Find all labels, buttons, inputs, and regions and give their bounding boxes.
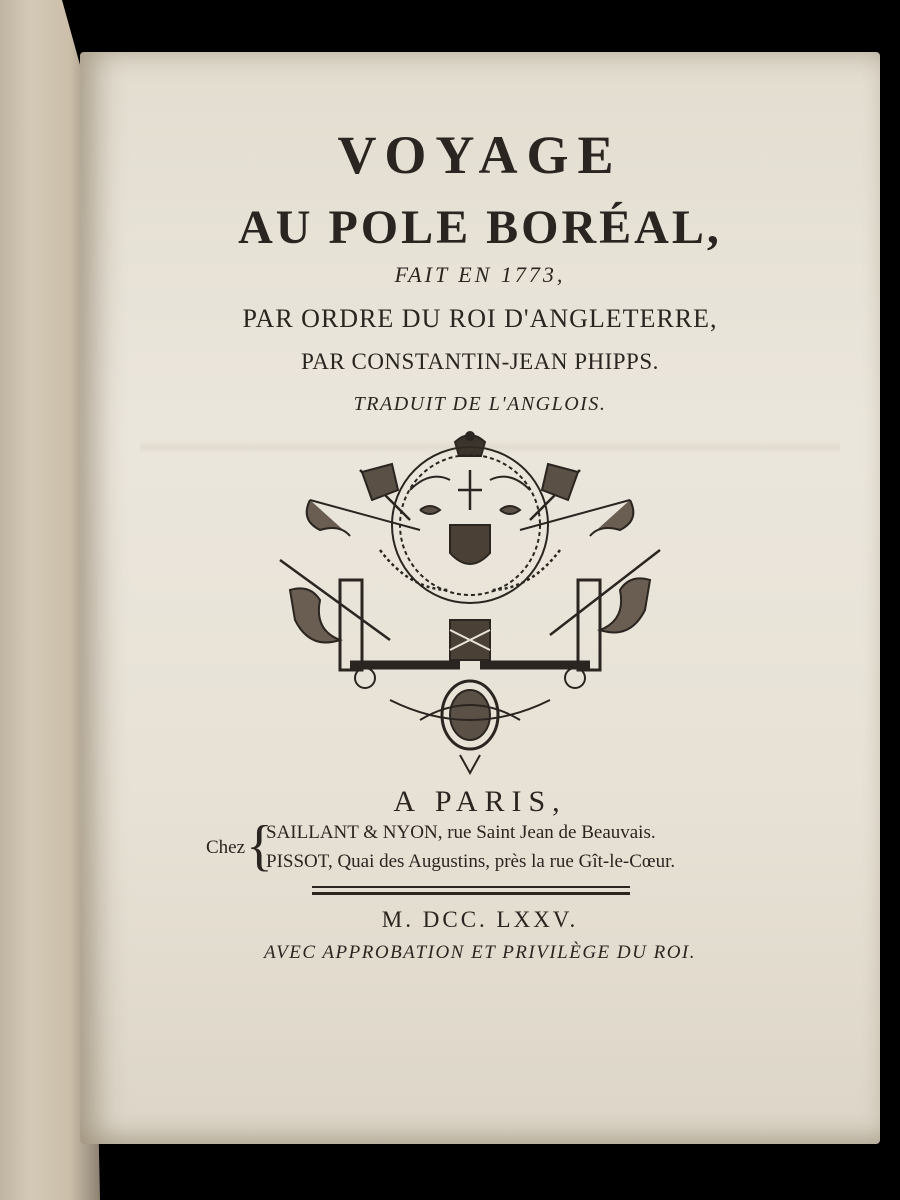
trophy-of-arms-engraving-icon bbox=[270, 430, 670, 775]
title-page bbox=[80, 52, 880, 1144]
translation-note: TRADUIT DE L'ANGLOIS. bbox=[353, 393, 607, 415]
publishers-block bbox=[206, 815, 826, 880]
divider-rule-thick bbox=[312, 892, 630, 895]
publisher-pissot: PISSOT, Quai des Augustins, près la rue Gît-le-Cœur. bbox=[266, 851, 676, 872]
book-title-line-2: AU POLE BORÉAL, bbox=[238, 201, 722, 254]
brace-glyph: { bbox=[246, 815, 273, 877]
royal-order: PAR ORDRE DU ROI D'ANGLETERRE, bbox=[242, 304, 718, 333]
divider-rule-thin bbox=[312, 886, 630, 888]
royal-privilege: AVEC APPROBATION ET PRIVILÈGE DU ROI. bbox=[263, 942, 697, 963]
publication-year: M. DCC. LXXV. bbox=[381, 907, 579, 932]
author-line: PAR CONSTANTIN-JEAN PHIPPS. bbox=[301, 349, 659, 374]
chez-label: Chez bbox=[206, 837, 246, 858]
voyage-year: FAIT EN 1773, bbox=[394, 262, 566, 287]
imprint-place: A PARIS, bbox=[393, 785, 567, 818]
publisher-saillant-nyon: SAILLANT & NYON, rue Saint Jean de Beauvais. bbox=[266, 822, 656, 843]
book-title: VOYAGE bbox=[337, 125, 623, 185]
